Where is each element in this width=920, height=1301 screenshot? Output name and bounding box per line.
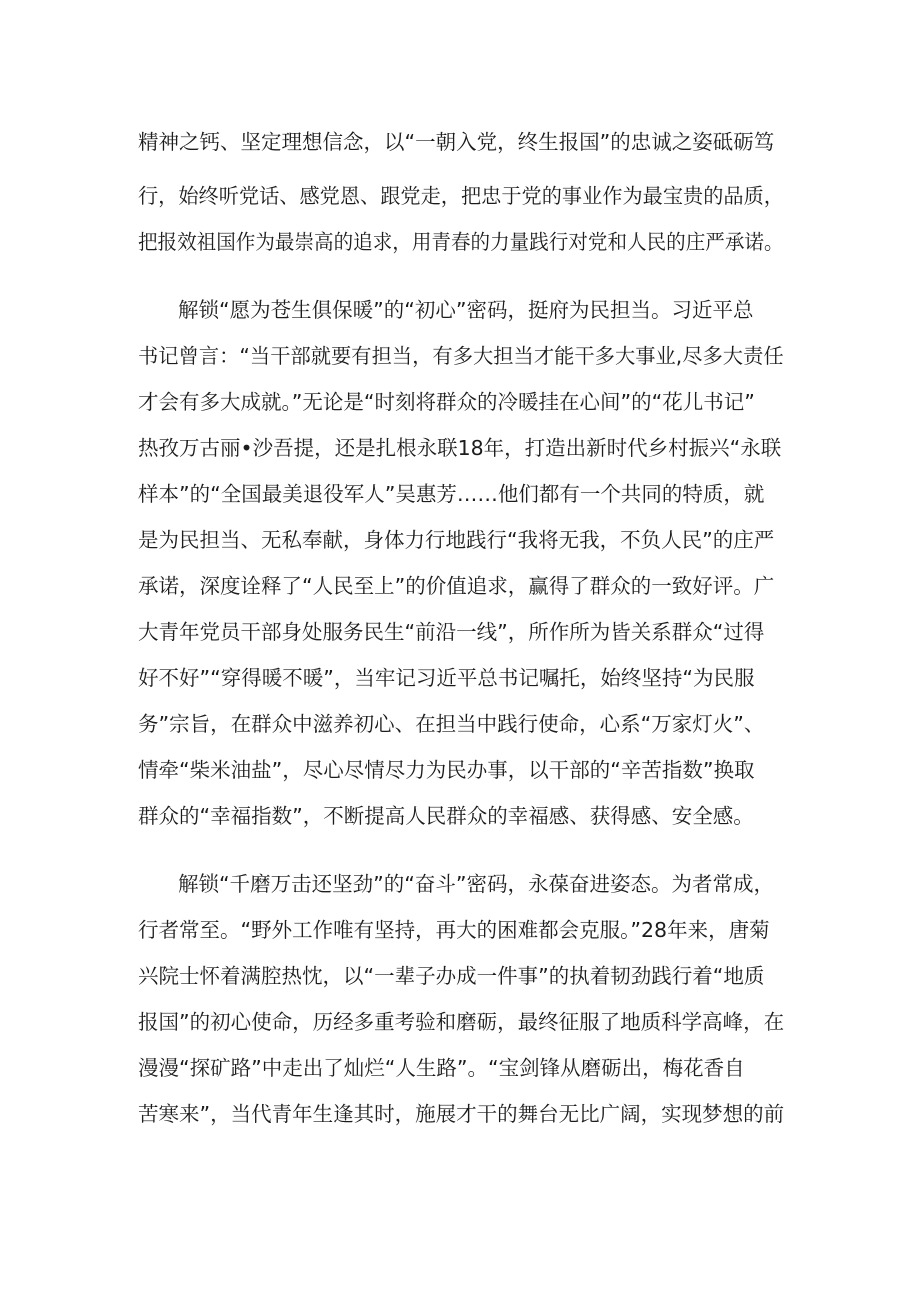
text-line: 承诺，深度诠释了“人民至上”的价值追求，赢得了群众的一致好评。广	[138, 574, 775, 598]
text-line: 解锁“愿为苍生俱保暖”的“初心”密码，挺府为民担当。习近平总	[178, 298, 754, 322]
text-line: 行者常至。“野外工作唯有坚持，再大的困难都会克服。”28年来，唐菊	[138, 918, 770, 942]
text-line: 情牵“柴米油盐”，尽心尽情尽力为民办事，以干部的“辛苦指数”换取	[138, 758, 755, 782]
text-line: 书记曾言：“当干部就要有担当，有多大担当才能干多大事业,尽多大责任	[138, 344, 784, 368]
text-line: 漫漫“探矿路”中走出了灿烂“人生路”。“宝剑锋从磨砺出，梅花香自	[138, 1056, 745, 1080]
text-line: 务”宗旨，在群众中滋养初心、在担当中践行使命，心系“万家灯火”、	[138, 712, 765, 736]
text-line: 才会有多大成就。”无论是“时刻将群众的冷暖挂在心间”的“花儿书记”	[138, 390, 755, 414]
text-line: 大青年党员干部身处服务民生“前沿一线”，所作所为皆关系群众“过得	[138, 620, 765, 644]
text-line: 苦寒来”，当代青年生逢其时，施展才干的舞台无比广阔，实现梦想的前	[138, 1102, 785, 1126]
text-line: 把报效祖国作为最崇高的追求，用青春的力量践行对党和人民的庄严承诺。	[138, 230, 784, 254]
text-line: 热孜万古丽•沙吾提，还是扎根永联18年，打造出新时代乡村振兴“永联	[138, 436, 782, 460]
text-line: 精神之钙、坚定理想信念，以“一朝入党，终生报国”的忠诚之姿砥砺笃	[138, 130, 775, 154]
text-line: 解锁“千磨万击还坚劲”的“奋斗”密码，永葆奋进姿态。为者常成，	[178, 872, 774, 896]
text-line: 行，始终听党话、感党恩、跟党走，把忠于党的事业作为最宝贵的品质，	[138, 184, 784, 208]
text-line: 好不好”“穿得暖不暖”，当牢记习近平总书记嘱托，始终坚持“为民服	[138, 666, 755, 690]
text-line: 是为民担当、无私奉献，身体力行地践行“我将无我，不负人民”的庄严	[138, 528, 775, 552]
text-line: 群众的“幸福指数”，不断提高人民群众的幸福感、获得感、安全感。	[138, 804, 754, 828]
text-line: 样本”的“全国最美退役军人”吴惠芳……他们都有一个共同的特质，就	[138, 482, 765, 506]
text-line: 报国”的初心使命，历经多重考验和磨砺，最终征服了地质科学高峰，在	[138, 1010, 785, 1034]
text-line: 兴院士怀着满腔热忱，以“一辈子办成一件事”的执着韧劲践行着“地质	[138, 964, 765, 988]
